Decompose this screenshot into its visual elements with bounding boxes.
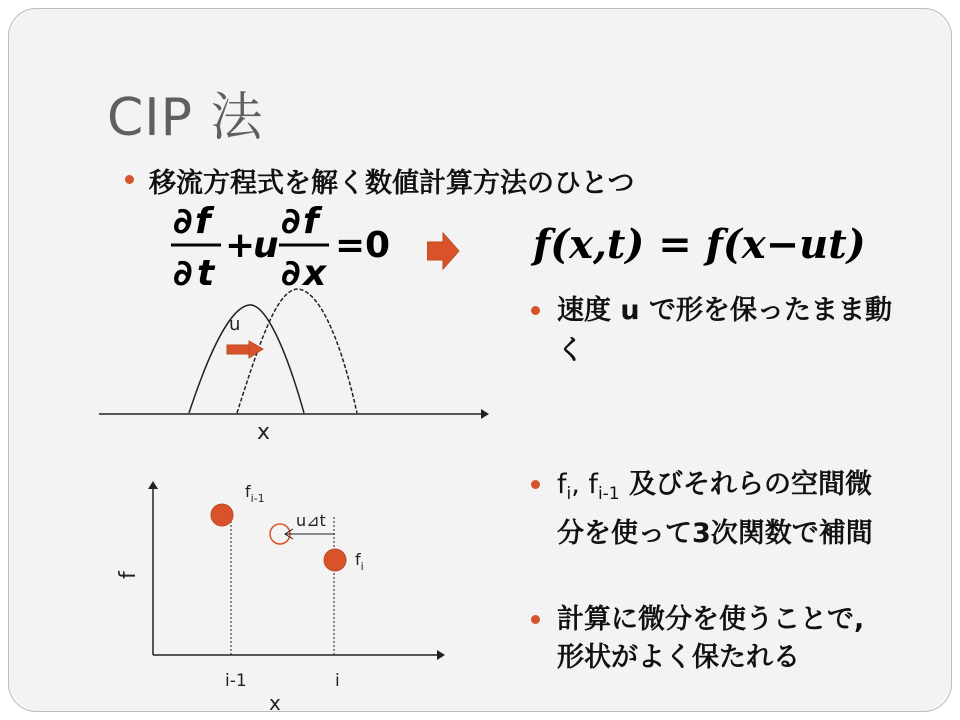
velocity-label: u	[229, 314, 241, 335]
eq-f-top-2: f	[303, 201, 319, 242]
translation-diagram	[89, 197, 489, 447]
label-fi: $f_i$	[355, 550, 364, 573]
bullet-advection: 移流方程式を解く数値計算方法のひとつ	[149, 168, 635, 199]
bullet-dot	[531, 480, 540, 489]
eq-partial-bot-2: ∂	[281, 253, 301, 294]
eq-f-top-1: f	[195, 201, 211, 242]
bullet-dot	[125, 175, 134, 184]
bullet-interpolation: $f_i$, $f_{i-1}$ 及びそれらの空間微分を使って3次関数で補間	[557, 469, 873, 549]
eq-zero: 0	[365, 225, 391, 266]
bullet-derivative: 計算に微分を使うことで, 形状がよく保たれる	[557, 604, 865, 673]
x-axis-label: x	[257, 420, 271, 445]
eq-partial-top-2: ∂	[281, 201, 301, 242]
label-fim1: $f_{i-1}$	[245, 482, 265, 505]
eq-partial-bot-1: ∂	[173, 253, 193, 294]
point-fim1	[211, 504, 233, 526]
tick-im1: i-1	[225, 671, 247, 691]
eq-partial-top-1: ∂	[173, 201, 193, 242]
bullet-shape-preserved: 速度 u で形を保ったまま動く	[557, 295, 893, 366]
eq-plus: +	[225, 225, 256, 266]
bullet-dot	[531, 306, 540, 315]
x-axis-label: x	[269, 691, 281, 714]
eq-x: x	[303, 253, 327, 294]
eq-u: u	[253, 225, 279, 266]
slide-title: CIP 法	[107, 88, 264, 148]
translation-equation: f(x,t) = f(x−ut)	[533, 221, 866, 268]
interpolation-diagram	[99, 469, 459, 712]
eq-equals: =	[335, 225, 366, 266]
label-udt: u⊿t	[296, 511, 326, 530]
curve-original	[189, 305, 304, 413]
bullet-dot	[531, 615, 540, 624]
velocity-arrow-body	[227, 345, 249, 354]
y-axis-label: f	[116, 571, 141, 579]
tick-i: i	[335, 671, 340, 691]
point-fi	[324, 549, 346, 571]
slide	[8, 8, 952, 712]
eq-t: t	[197, 253, 215, 294]
